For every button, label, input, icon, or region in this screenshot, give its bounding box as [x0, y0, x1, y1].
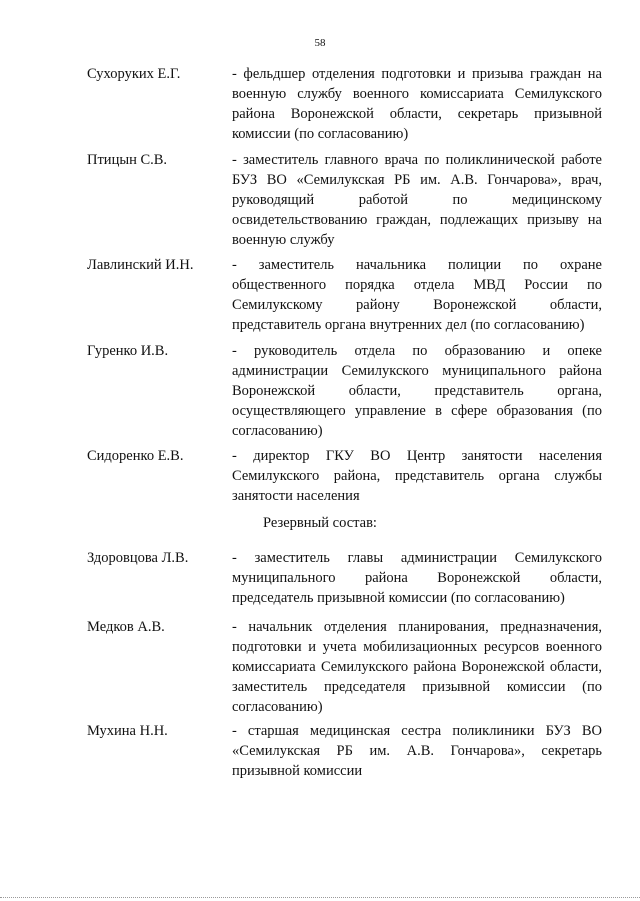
member-description: - директор ГКУ ВО Центр занятости населения Семилукского района, представитель органа службы занятости населения [232, 448, 602, 504]
member-name: Лавлинский И.Н. [87, 257, 194, 273]
reserve-member-description: - начальник отделения планирования, предназначения, подготовки и учета мобилизационных ресурсов военного комиссариата Семилукского района Воронежской области, заместитель председателя призывной комиссии (по согласованию) [232, 619, 602, 715]
scan-edge-divider [0, 897, 640, 898]
reserve-member-name: Здоровцова Л.В. [87, 550, 189, 566]
reserve-member-name: Медков А.В. [87, 619, 165, 635]
member-name: Птицын С.В. [87, 152, 168, 168]
member-description: - фельдшер отделения подготовки и призыва граждан на военную службу военного комиссариата Семилукского района Воронежской области, секретарь призывной комиссии (по согласованию) [232, 66, 602, 142]
member-description: - заместитель начальника полиции по охране общественного порядка отдела МВД России по Семилукскому району Воронежской области, представитель органа внутренних дел (по согласованию) [232, 257, 602, 333]
member-name: Гуренко И.В. [87, 343, 169, 359]
member-description: - заместитель главного врача по поликлинической работе БУЗ ВО «Семилукская РБ им. А.В. Гончарова», врач, руководящий работой по медицинскому освидетельствованию граждан, подлежащих призыву на военную службу [232, 152, 602, 248]
reserve-member-description: - заместитель главы администрации Семилукского муниципального района Воронежской области, председатель призывной комиссии (по согласованию) [232, 550, 602, 606]
member-description: - руководитель отдела по образованию и опеке администрации Семилукского муниципального района Воронежской области, представитель органа, осуществляющего управление в сфере образования (по согласованию) [232, 343, 602, 439]
reserve-section-heading: Резервный состав: [263, 515, 377, 531]
member-name: Сидоренко Е.В. [87, 448, 184, 464]
page-number: 58 [314, 37, 326, 49]
reserve-member-name: Мухина Н.Н. [87, 723, 168, 739]
reserve-member-description: - старшая медицинская сестра поликлиники БУЗ ВО «Семилукская РБ им. А.В. Гончарова», секретарь призывной комиссии [232, 723, 602, 779]
member-name: Сухоруких Е.Г. [87, 66, 181, 82]
